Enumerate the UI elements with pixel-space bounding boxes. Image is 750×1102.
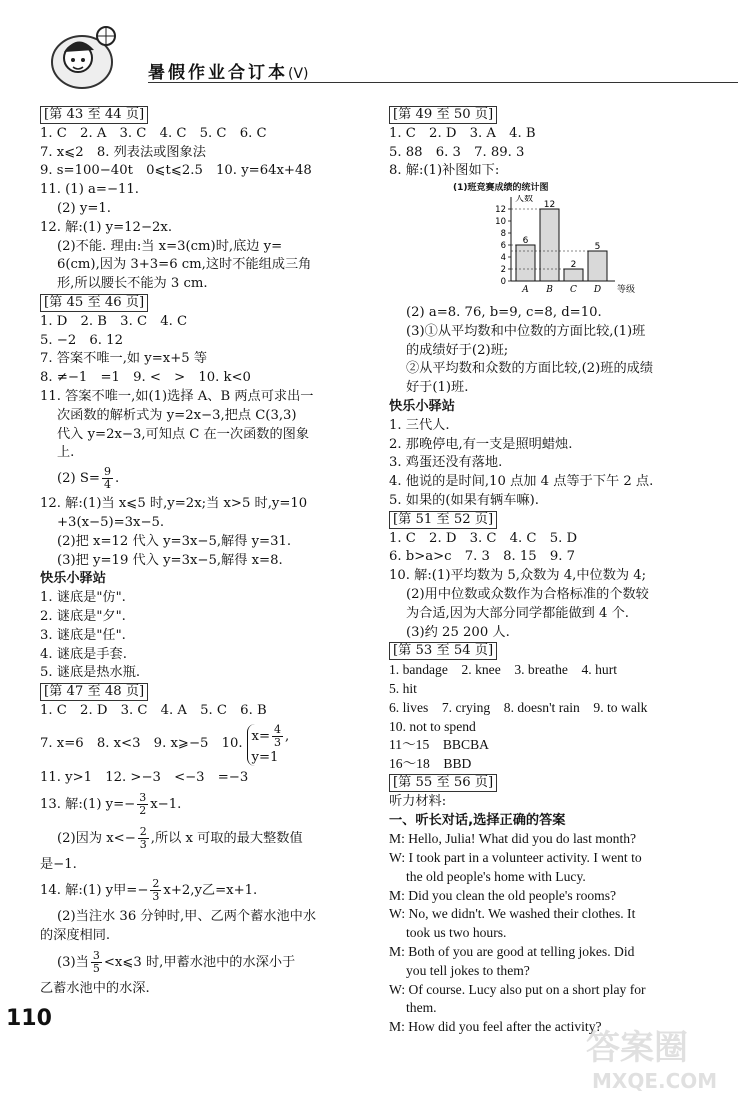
- dialogue-line: W: Of course. Lucy also put on a short play for: [389, 981, 646, 997]
- answer-line: 12. 解:(1)当 x⩽5 时,y=2x;当 x>5 时,y=10: [40, 496, 308, 512]
- answer-line: 7. x⩽2 8. 列表法或图象法: [40, 144, 206, 160]
- answer-line: 为合适,因为大部分同学都能做到 4 个.: [406, 605, 629, 621]
- y-tick-label: 4: [500, 253, 506, 264]
- riddle-answer: 3. 谜底是"任".: [40, 627, 126, 643]
- answer-line: 1. C 2. D 3. C 4. C 5. D: [389, 530, 578, 546]
- y-tick-label: 6: [500, 241, 506, 252]
- bar-value-label: 2: [570, 260, 577, 271]
- dialogue-line: W: No, we didn't. We washed their clothes. It: [389, 906, 636, 922]
- listening-label: 听力材料:: [389, 793, 447, 809]
- answer-line: (2)用中位数或众数作为合格标准的个数较: [406, 586, 649, 602]
- dialogue-line: the old people's home with Lucy.: [406, 868, 586, 884]
- fraction: $\frac{9}{4}$: [103, 465, 111, 492]
- section-heading: [第 49 至 50 页]: [389, 106, 497, 124]
- fraction: $\frac{2}{3}$: [139, 824, 147, 851]
- y-tick-label: 10: [495, 217, 506, 228]
- answer-line: (3)①从平均数和中位数的方面比较,(1)班: [406, 323, 646, 339]
- bar: [516, 245, 535, 281]
- y-tick-label: 0: [500, 277, 506, 288]
- section-heading: [第 51 至 52 页]: [389, 511, 497, 529]
- answer-line: 次函数的解析式为 y=2x−3,把点 C(3,3): [57, 407, 297, 423]
- answer-line-fraction: 14. 解:(1) y甲=− $\frac{2}{3}$ x+2,y乙=x+1.: [40, 877, 258, 904]
- fraction: $\frac{2}{3}$: [152, 877, 160, 904]
- bar-chart-svg: [389, 195, 689, 297]
- dialogue-line: W: I took part in a volunteer activity. I went to: [389, 850, 642, 866]
- bar-value-label: 12: [543, 200, 556, 211]
- x-tick-label: C: [570, 285, 577, 296]
- dialogue-line: you tell jokes to them?: [406, 962, 530, 978]
- answer-line: 1. C 2. D 3. A 4. B: [389, 125, 536, 141]
- page-header: [40, 18, 720, 98]
- answer-line: 10. 解:(1)平均数为 5,众数为 4,中位数为 4;: [389, 568, 647, 584]
- happy-station-heading: 快乐小驿站: [40, 571, 106, 587]
- answer-line: 形,所以腰长不能为 3 cm.: [57, 276, 208, 292]
- bar: [564, 269, 583, 281]
- happy-station-heading: 快乐小驿站: [389, 398, 455, 414]
- answer-line: 8. 解:(1)补图如下:: [389, 163, 500, 179]
- header-rule: [148, 82, 738, 83]
- riddle-answer: 2. 那晚停电,有一支是照明蜡烛.: [389, 436, 573, 452]
- x-tick-label: D: [593, 285, 602, 296]
- y-tick-label: 2: [500, 265, 506, 276]
- riddle-answer: 2. 谜底是"夕".: [40, 608, 126, 624]
- section-heading: [第 45 至 46 页]: [40, 294, 148, 312]
- x-axis-label: 等级: [617, 285, 636, 296]
- answer-line: 好于(1)班.: [406, 380, 469, 396]
- bar-chart: [389, 181, 719, 304]
- bar-value-label: 6: [522, 236, 529, 247]
- y-tick-label: 8: [500, 229, 506, 240]
- answer-line: 8. ≠−1 =1 9. < > 10. k<0: [40, 370, 251, 386]
- answer-line: (2)把 x=12 代入 y=3x−5,解得 y=31.: [57, 533, 292, 549]
- answer-line: 1. bandage 2. knee 3. breathe 4. hurt: [389, 662, 618, 678]
- riddle-answer: 5. 谜底是热水瓶.: [40, 665, 141, 681]
- page-number: 110: [6, 1006, 52, 1031]
- right-column: [389, 106, 719, 1037]
- section-heading: [第 47 至 48 页]: [40, 683, 148, 701]
- dialogue-line: M: Did you clean the old people's rooms?: [389, 887, 617, 903]
- answer-line: 11. y>1 12. >−3 <−3 =−3: [40, 769, 249, 785]
- answer-line: (2)不能. 理由:当 x=3(cm)时,底边 y=: [57, 238, 283, 254]
- answer-line: 10. not to spend: [389, 718, 476, 734]
- mascot-logo-icon: [48, 22, 124, 92]
- bar-value-label: 5: [594, 242, 601, 253]
- answer-line: 11. (1) a=−11.: [40, 182, 139, 198]
- answer-line: (2) y=1.: [57, 200, 111, 216]
- answer-line: (2) a=8. 76, b=9, c=8, d=10.: [406, 304, 602, 320]
- answer-line: (3)约 25 200 人.: [406, 624, 510, 640]
- answer-line: (2)当注水 36 分钟时,甲、乙两个蓄水池中水: [57, 909, 317, 925]
- riddle-answer: 1. 三代人.: [389, 417, 450, 433]
- answer-line: 的成绩好于(2)班;: [406, 342, 509, 358]
- watermark-text: 答案圈: [586, 1028, 688, 1068]
- answer-line: 9. s=100−40t 0⩽t⩽2.5 10. y=64x+48: [40, 163, 312, 179]
- dialogue-line: M: Hello, Julia! What did you do last month?: [389, 831, 637, 847]
- dialogue-line: them.: [406, 1000, 437, 1016]
- bar: [588, 251, 607, 281]
- answer-line: 乙蓄水池中的水深.: [40, 980, 150, 996]
- x-tick-label: B: [546, 285, 553, 296]
- answer-line-fraction: (2) S= $\frac{9}{4}$ .: [57, 465, 120, 492]
- volume-label: (V): [288, 66, 309, 82]
- answer-line: 5. −2 6. 12: [40, 332, 123, 348]
- answer-line: 上.: [57, 445, 75, 461]
- answer-line: ②从平均数和众数的方面比较,(2)班的成绩: [406, 361, 654, 377]
- riddle-answer: 4. 他说的是时间,10 点加 4 点等于下午 2 点.: [389, 474, 654, 490]
- answer-line: 7. 答案不唯一,如 y=x+5 等: [40, 351, 208, 367]
- dialogue-line: M: How did you feel after the activity?: [389, 1019, 602, 1035]
- fraction: $\frac{4}{3}$: [274, 722, 282, 749]
- answer-line: 11. 答案不唯一,如(1)选择 A、B 两点可求出一: [40, 388, 314, 404]
- answer-line: +3(x−5)=3x−5.: [57, 514, 165, 530]
- watermark-url: MXQE.COM: [592, 1069, 718, 1093]
- answer-line: 是−1.: [40, 856, 77, 872]
- answer-line-fraction: (3)当 $\frac{3}{5}$ <x⩽3 时,甲蓄水池中的水深小于: [57, 948, 296, 975]
- fraction: $\frac{3}{2}$: [139, 790, 147, 817]
- watermark-logo: [586, 1020, 736, 1093]
- answer-line: 6(cm),因为 3+3=6 cm,这时不能组成三角: [57, 257, 312, 273]
- answer-line: 1. C 2. D 3. C 4. A 5. C 6. B: [40, 702, 267, 718]
- answer-line-fraction: (2)因为 x<− $\frac{2}{3}$ ,所以 x 可取的最大整数值: [57, 824, 303, 851]
- left-column: [40, 106, 380, 999]
- equation-system: x= $\frac{4}{3}$ , y=1: [247, 724, 290, 766]
- chart-title: (1)班竞赛成绩的统计图: [453, 183, 549, 194]
- answer-line: (3)把 y=19 代入 y=3x−5,解得 x=8.: [57, 552, 283, 568]
- answer-line: 代入 y=2x−3,可知点 C 在一次函数的图象: [57, 426, 310, 442]
- riddle-answer: 4. 谜底是手套.: [40, 646, 127, 662]
- answer-line: 5. 88 6. 3 7. 89. 3: [389, 144, 525, 160]
- section-heading: [第 43 至 44 页]: [40, 106, 148, 124]
- answer-line: 6. b>a>c 7. 3 8. 15 9. 7: [389, 549, 576, 565]
- answer-line: 12. 解:(1) y=12−2x.: [40, 219, 173, 235]
- x-tick-label: A: [522, 285, 529, 296]
- bar: [540, 209, 559, 281]
- dialogue-line: M: Both of you are good at telling jokes. Did: [389, 944, 635, 960]
- y-tick-label: 12: [495, 205, 506, 216]
- fraction: $\frac{3}{5}$: [92, 948, 100, 975]
- book-title: 暑假作业合订本(V): [148, 63, 309, 83]
- section-heading: [第 55 至 56 页]: [389, 774, 497, 792]
- listening-part-heading: 一、听长对话,选择正确的答案: [389, 812, 566, 828]
- section-heading: [第 53 至 54 页]: [389, 642, 497, 660]
- answer-line: 1. D 2. B 3. C 4. C: [40, 313, 188, 329]
- riddle-answer: 5. 如果的(如果有辆车嘛).: [389, 492, 539, 508]
- answer-line: 11～15 BBCBA: [389, 737, 489, 753]
- answer-line-system: 7. x=6 8. x<3 9. x⩾−5 10. x= $\frac{4}{3}$ , y=1: [40, 722, 290, 765]
- y-axis-label: 人数: [515, 195, 534, 205]
- answer-line-fraction: 13. 解:(1) y=− $\frac{3}{2}$ x−1.: [40, 790, 182, 817]
- riddle-answer: 1. 谜底是"仿".: [40, 590, 126, 606]
- answer-line: 16～18 BBD: [389, 756, 472, 772]
- dialogue-line: took us two hours.: [406, 925, 507, 941]
- answer-line: 1. C 2. A 3. C 4. C 5. C 6. C: [40, 125, 267, 141]
- answer-line: 6. lives 7. crying 8. doesn't rain 9. to walk: [389, 699, 648, 715]
- answer-line: 5. hit: [389, 680, 417, 696]
- riddle-answer: 3. 鸡蛋还没有落地.: [389, 455, 503, 471]
- answer-line: 的深度相同.: [40, 928, 111, 944]
